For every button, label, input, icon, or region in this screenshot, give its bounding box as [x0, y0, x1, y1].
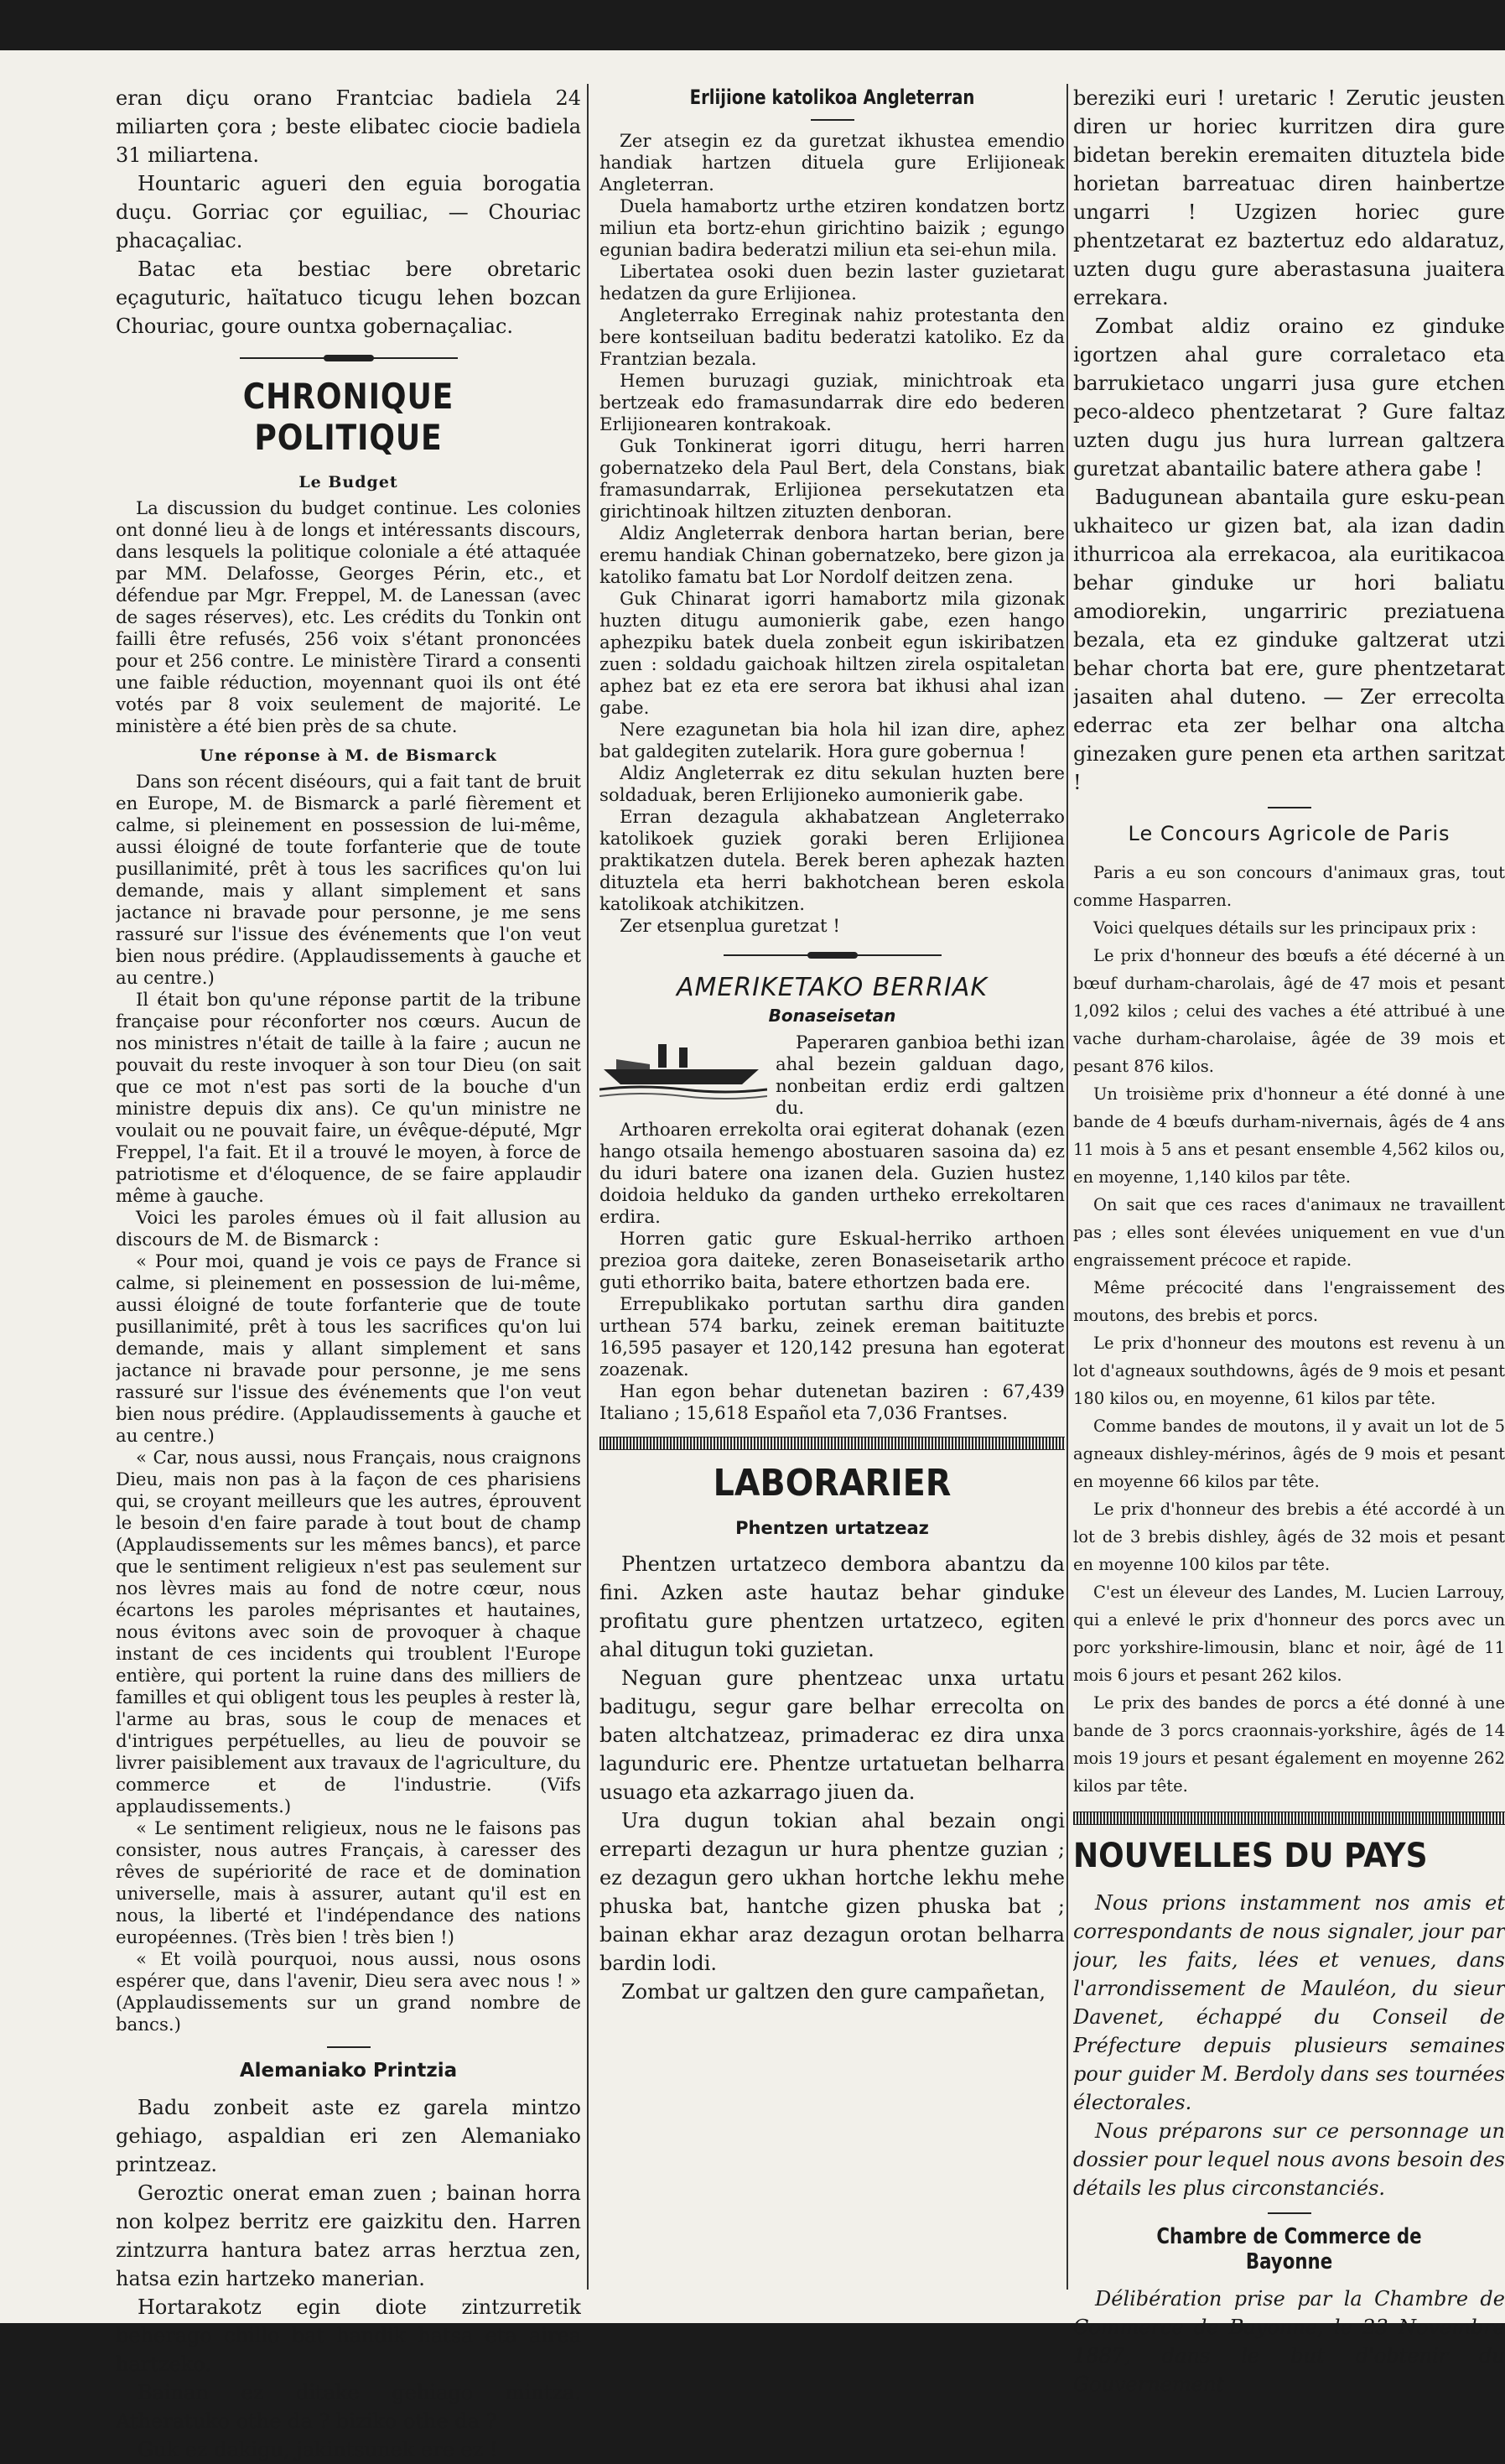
phentzen-para: Neguan gure phentzeac unxa urtatu baditugu, segur gare belhar errecolta on baten altchatzeaz, primaderac ez dira unxa lagunduric ere. Phentze urtatuetan belharra usuago eta azkarrago jiuen da. — [599, 1666, 1065, 1804]
phentzen-title: Phentzen urtatzeaz — [735, 1518, 929, 1538]
reponse-para: Il était bon qu'une réponse partit de la tribune française pour réconforter nos cœurs. Aucun de nos ministres n'était de taille à la faire ; aucun ne pouvait du reste invoquer à son tour Dieu (on sait que ce mot n'est pas sorti de la bouche d'un ministre depuis dix ans). Ce qu'un ministre ne voulait ou ne pouvait faire, un évêque-député, Mgr Freppel, l'a fait. Et il a trouvé le moyen, à force de patriotisme et d'éloquence, de se faire applaudir même à gauche. — [116, 990, 581, 1207]
concours-title: Le Concours Agricole de Paris — [1128, 822, 1451, 845]
erlijione-para: Guk Chinarat igorri hamabortz mila gizonak huzten ditugu aumonierik gabe, ezen hango aphezpiku batek duela zonbeit egun iskiribatzen zuen : soldadu gaichoak hiltzen zirela ospitaletan aphez bat ez eta ere serora bat ikhusi ahal izan gabe. — [599, 589, 1065, 719]
steamship-icon — [599, 1036, 767, 1103]
ornament-divider — [240, 352, 458, 364]
column-2 — [599, 84, 1065, 2006]
reponse-para: « Et voilà pourquoi, nous aussi, nous osons espérer que, dans l'avenir, Dieu sera avec nous ! » (Applaudissements sur un grand nombre de bancs.) — [116, 1949, 581, 2035]
hatched-divider — [599, 1437, 1065, 1450]
concours-para: Un troisième prix d'honneur a été donné à une bande de 4 bœufs durham-nivernais, âgés de 4 ans 11 mois à 5 ans et pesant ensemble 4,562 kilos ou, en moyenne, 1,140 kilos par tête. — [1073, 1084, 1505, 1187]
alemania-para: Hortarakotz egin diote zintzurretik beherago chillo bat handik hatsa eta airea hartzeko. — [116, 2295, 581, 2376]
concours-body — [1073, 859, 1505, 1800]
concours-para: Paris a eu son concours d'animaux gras, tout comme Hasparren. — [1073, 863, 1505, 910]
erlijione-para: Zer etsenplua guretzat ! — [620, 916, 840, 937]
budget-title: Le Budget — [298, 473, 398, 491]
concours-para: On sait que ces races d'animaux ne travaillent pas ; elles sont élevées uniquement en vue d'un engraissement précoce et rapide. — [1073, 1195, 1505, 1270]
divider — [1268, 2212, 1311, 2214]
concours-para: C'est un éleveur des Landes, M. Lucien Larrouy, qui a enlevé le prix d'honneur des porcs avec un porc yorkshire-limousin, blanc et noir, âgé de 11 mois 6 jours et pesant 262 kilos. — [1073, 1583, 1505, 1685]
page-columns — [0, 84, 1505, 2461]
reponse-para: « Car, nous aussi, nous Français, nous craignons Dieu, mais non pas à la façon de ces pharisiens qui, se croyant meilleurs que les autres, éprouvent le besoin d'en faire parade à tout bout de champ (Applaudissements sur les mêmes bancs), et parce que le sentiment religieux n'est pas seulement sur nos lèvres mais au fond de notre cœur, nous écartons les paroles méprisantes et hautaines, nous évitons avec soin de provoquer à chaque instant de ces incidents qui troublent l'Europe entière, qui portent la ruine dans des milliers de familles et qui obligent tous les peuples à rester là, l'arme au bras, sous le coup de menaces et d'intrigues perpétuelles, au lieu de pouvoir se livrer paisiblement aux travaux de l'agriculture, du commerce et de l'industrie. (Vifs applaudissements.) — [116, 1448, 581, 1817]
continued-para: Badugunean abantaila gure esku-pean ukhaiteco ur gizen bat, ala izan dadin ithurricoa ala errekacoa, ala euritikacoa behar ginduke ur hori baliatu amodiorekin, ungarriric preziatuena bezala, eta ez ginduke galtzerat utzi behar chorta bat ere, gure phentzetarat jasaiten ahal duteno. — Zer errecolta ederrac eta zer belhar ona altcha ginezaken gure penen eta arthen saritzat ! — [1073, 486, 1505, 794]
alemania-para: Geroztic onerat eman zuen ; bainan horra non kolpez berritz ere gaizkitu den. Harren zintzurra hantura batez arras herztua zen, hatsa ezin hartzeko manerian. — [116, 2181, 581, 2290]
erlijione-title: Erlijione katolikoa Angleterran — [689, 86, 975, 109]
concours-para: Le prix des bandes de porcs a été donné à une bande de 3 porcs craonnais-yorkshire, âgés de 14 mois 19 jours et pesant également en moyenne 262 kilos par tête. — [1073, 1693, 1505, 1796]
laborarier-title: LABORARIER — [713, 1462, 952, 1505]
amerika-para: Horren gatic gure Eskual-herriko arthoen prezioa gora daiteke, zeren Bonaseisetarik artho guti ethorriko baita, batere ethortzen bada ere. — [599, 1229, 1065, 1293]
reponse-para: « Pour moi, quand je vois ce pays de France si calme, si pleinement en possession de lui-même, aussi éloigné de toute forfanterie que de toute pusillanimité, prêt à tous les sacrifices qu'on lui demande, mais y allant simplement et sans jactance ni bravade pour personne, je me sens rassuré sur l'issue des événements que l'on veut bien nous prédire. (Applaudissements à gauche et au centre.) — [116, 1251, 581, 1447]
divider — [327, 2046, 371, 2048]
amerika-para: Errepublikako portutan sarthu dira ganden urthean 574 barku, zeinek ereman baitituzte 16,595 pasayer et 120,142 presuna han egoterat zoazenak. — [599, 1294, 1065, 1380]
budget-text: La discussion du budget continue. Les colonies ont donné lieu à de longs et intéressants discours, dans lesquels la politique coloniale a été attaquée par MM. Delafosse, Georges Périn, etc., et défendue par Mgr. Freppel, M. de Lanessan (avec de sages réserves), etc. Les crédits du Tonkin ont failli être refusés, 256 voix s'étant prononcées pour et 256 contre. Le ministère Tirard a consenti une faible réduction, moyennant quoi ils ont été votés par 8 voix seulement de majorité. Le ministère a été bien près de sa chute. — [116, 498, 581, 737]
continued-para: bereziki euri ! uretaric ! Zerutic jeusten diren ur horiec kurritzen dira gure bidetan berekin eremaiten dituztela bide horietan barreatuac diren hainbertze ungarri ! Uzgizen horiec gure phentzetarat ez baztertuz edo aldaratuz, uzten dugu gure aberastasuna juaitera errekara. — [1073, 86, 1505, 309]
divider — [1268, 807, 1311, 808]
reponse-title: Une réponse à M. de Bismarck — [200, 746, 497, 765]
chambre-body — [1073, 2285, 1505, 2399]
erlijione-body — [599, 131, 1065, 938]
concours-para: Le prix d'honneur des bœufs a été décerné à un bœuf durham-charolais, âgé de 47 mois et pesant 1,092 kilos ; celui des vaches a été attribué à une vache durham-charolaise, âgée de 39 mois et pesant 876 kilos. — [1073, 946, 1505, 1076]
ornament-divider — [724, 949, 942, 961]
amerika-para: Paperaren ganbioa bethi izan ahal bezein galduan dago, nonbeitan erdiz erdi galtzen du. — [776, 1032, 1065, 1119]
alemania-title: Alemaniako Printzia — [239, 2060, 458, 2082]
reponse-para: Voici les paroles émues où il fait allusion au discours de M. de Bismarck : — [116, 1208, 581, 1250]
amerika-body — [599, 1032, 1065, 1425]
concours-para: Même précocité dans l'engraissement des moutons, des brebis et porcs. — [1073, 1278, 1505, 1325]
chronique-title: CHRONIQUE POLITIQUE — [242, 376, 454, 458]
concours-para: Voici quelques détails sur les principaux prix : — [1093, 918, 1476, 938]
phentzen-para: Phentzen urtatzeco dembora abantzu da fini. Azken aste hautaz behar ginduke profitatu gure phentzen urtatzeco, egiten ahal ditugun toki guzietan. — [599, 1552, 1065, 1661]
alemania-body — [116, 2093, 581, 2464]
phentzen-para: Zombat ur galtzen den gure campañetan, — [621, 1980, 1046, 2004]
erlijione-para: Duela hamabortz urthe etziren kondatzen bortz miliun eta bortz-ehun girichtino baizik ; egungo egunian badira bederatzi miliun eta sei-ehun mila. — [599, 196, 1065, 261]
erlijione-para: Angleterrako Erreginak nahiz protestanta den bere kontseiluan baditu bederatzi katoliko. Ez da Frantzian bezala. — [599, 305, 1065, 370]
erlijione-para: Nere ezagunetan bia hola hil izan dire, aphez bat galdegiten zutelarik. Hora gure gobernua ! — [599, 720, 1065, 762]
alemania-para: Bainan ez ditake gehiago mintza. Atheratuko othe da ? biziko othe da ? — [116, 2381, 581, 2433]
amerika-title: AMERIKETAKO BERRIAK — [676, 973, 989, 1002]
reponse-body — [116, 772, 581, 2036]
alemania-para: Guk ez dakigu, jakintsunek ere ez ! — [138, 2438, 498, 2461]
divider — [811, 119, 854, 121]
concours-para: Le prix d'honneur des moutons est revenu à un lot d'agneaux southdowns, âgés de 9 mois et pesant 180 kilos ou, en moyenne, 61 kilos par tête. — [1073, 1333, 1505, 1408]
phentzen-body — [599, 1550, 1065, 2006]
chambre-title: Chambre de Commerce de Bayonne — [1156, 2224, 1422, 2274]
intro-para: Batac eta bestiac bere obretaric eçaguturic, haïtatuco ticugu lehen bozcan Chouriac, goure ountxa gobernaçaliac. — [116, 257, 581, 338]
continued-para: Zombat aldiz oraino ez ginduke igortzen ahal gure corraletaco eta barrukietaco ungarri jusa gure etchen peco-aldeco phentzetarat ? Gure faltaz uzten dugu jus hura lurrean galtzera guretzat abantailic batere athera gabe ! — [1073, 314, 1505, 481]
reponse-para: Dans son récent diséours, qui a fait tant de bruit en Europe, M. de Bismarck a parlé fièrement et calme, si pleinement en possession de lui-même, aussi éloigné de toute forfanterie que de toute pusillanimité, prêt à tous les sacrifices qu'on lui demande, mais y allant simplement et sans jactance ni bravade pour personne, je me sens rassuré sur l'issue des événements que l'on veut bien nous prédire. (Applaudissements à gauche et au centre.) — [116, 772, 581, 989]
column-1 — [116, 84, 581, 2464]
concours-para: Comme bandes de moutons, il y avait un lot de 5 agneaux dishley-mérinos, âgés de 9 mois et pesant en moyenne 66 kilos par tête. — [1073, 1417, 1505, 1491]
chambre-text: Délibération prise par la Chambre de Commerce de Bayonne, le 23 Novembre 1887, dans le but d'obtenir du Gouvernement — [1073, 2287, 1505, 2396]
reponse-para: « Le sentiment religieux, nous ne le faisons pas consister, nous autres Français, à caresser des rêves de supériorité de race et de domination universelle, mais à assurer, autant qu'il est en nous, la liberté et l'indépendance des nations européennes. (Très bien ! très bien !) — [116, 1818, 581, 1948]
amerika-para: Han egon behar dutenetan baziren : 67,439 Italiano ; 15,618 Español eta 7,036 Frantses. — [599, 1381, 1065, 1424]
phentzen-continued — [1073, 84, 1505, 797]
amerika-para: Arthoaren errekolta orai egiterat dohanak (ezen hango otsaila hemengo abostuaren sasoina da) ez du iduri batere ona izanen dela. Guzien hustez doidoia helduko da ganden urtheko errekoltaren erdira. — [599, 1120, 1065, 1228]
intro-para: Hountaric agueri den eguia borogatia duçu. Gorriac çor eguiliac, — Chouriac phacaçaliac. — [116, 172, 581, 252]
phentzen-para: Ura dugun tokian ahal bezain ongi erreparti dezagun ur hura phentze guzian ; ez dezagun gero ukhan hortche lekhu mehe phuska bat, hantche gizen phuska bat ; bainan ekhar araz dezagun orotan belharra bardin lodi. — [599, 1809, 1065, 1975]
hatched-divider — [1073, 1812, 1505, 1825]
erlijione-para: Aldiz Angleterrak ez ditu sekulan huzten bere soldaduak, beren Erlijioneko aumonierik gabe. — [599, 763, 1065, 806]
alemania-para: Badu zonbeit aste ez garela mintzo gehiago, aspaldian eri zen Alemaniako printzeaz. — [116, 2096, 581, 2176]
nouvelles-body — [1073, 1889, 1505, 2202]
nouvelles-para: Nous prions instamment nos amis et correspondants de nous signaler, jour par jour, les faits, lées et venues, dans l'arrondissement de Mauléon, du sieur Davenet, échappé du Conseil de Préfecture depuis plusieurs semaines pour guider M. Berdoly dans ses tournées électorales. — [1073, 1891, 1505, 2114]
erlijione-para: Zer atsegin ez da guretzat ikhustea emendio handiak hartzen dituela gure Erlijioneak Angleterran. — [599, 131, 1065, 195]
intro-para: eran diçu orano Frantciac badiela 24 miliarten çora ; beste elibatec ciocie badiela 31 miliartena. — [116, 86, 581, 167]
column-3 — [1073, 84, 1505, 2399]
nouvelles-title: NOUVELLES DU PAYS — [1073, 1837, 1428, 1875]
erlijione-para: Aldiz Angleterrak denbora hartan berian, bere eremu handiak Chinan gobernatzeko, bere gizon ja katoliko famatu bat Lor Nordolf deitzen zena. — [599, 523, 1065, 588]
erlijione-para: Libertatea osoki duen bezin laster guzietarat hedatzen da gure Erlijionea. — [599, 262, 1065, 304]
erlijione-para: Erran dezagula akhabatzean Angleterrako katolikoek guziek goraki beren Erlijionea praktikatzen dutela. Berek beren aphezak hazten dituztela eta herri bakhotchean beren eskola katolikoak atchikitzen. — [599, 807, 1065, 915]
intro-text — [116, 84, 581, 340]
nouvelles-para: Nous préparons sur ce personnage un dossier pour lequel nous avons besoin des détails les plus circonstanciés. — [1073, 2119, 1505, 2200]
erlijione-para: Guk Tonkinerat igorri ditugu, herri harren gobernatzeko dela Paul Bert, dela Constans, biak framasundarrak, Erlijionea persekutatzen eta girichtinoak hiltzen zituzten denboran. — [599, 436, 1065, 522]
erlijione-para: Hemen buruzagi guziak, minichtroak eta bertzeak edo framasundarrak dire edo bederen Erlijionearen kontrakoak. — [599, 371, 1065, 435]
amerika-subtitle: Bonaseisetan — [768, 1006, 896, 1026]
concours-para: Le prix d'honneur des brebis a été accordé à un lot de 3 brebis dishley, âgés de 32 mois et pesant en moyenne 100 kilos par tête. — [1073, 1500, 1505, 1574]
